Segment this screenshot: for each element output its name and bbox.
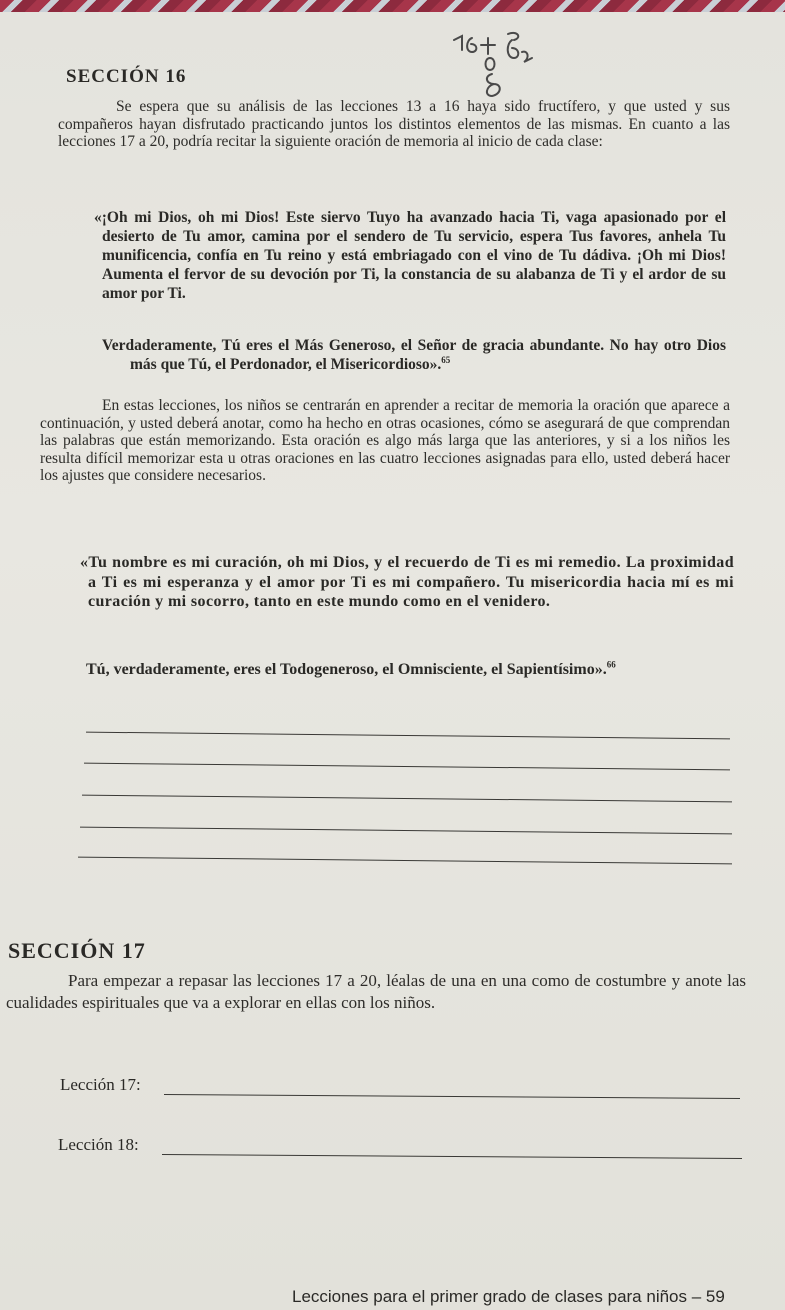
- lesson-18-label: Lección 18:: [58, 1135, 139, 1154]
- page-footer: Lecciones para el primer grado de clases para niños – 59: [292, 1287, 725, 1306]
- footnote-66: 66: [606, 659, 616, 670]
- prayer-1-paragraph-1: «¡Oh mi Dios, oh mi Dios! Este siervo Tuyo ha avanzado hacia Ti, vaga apasionado por el desierto de Tu amor, camina por el sendero de Tu servicio, espera Tus favores, anhela Tu munificencia, confía en Tu reino y está embriagado con el vino de Tu dádiva. ¡Oh mi Dios! Aumenta el fervor de su devoción por Ti, la constancia de su alabanza de Ti y el ardor de su amor por Ti.: [94, 209, 726, 302]
- prayer-2-paragraph-2: [86, 660, 736, 679]
- prayer-2-closing: Tú, verdaderamente, eres el Todogeneroso, el Omnisciente, el Sapientísimo».: [86, 661, 607, 678]
- section-16-heading: SECCIÓN 16: [66, 66, 187, 87]
- section-17-intro: Para empezar a repasar las lecciones 17 a 20, léalas de una en una como de costumbre y anote las cualidades espirituales que va a explorar en ellas con los niños.: [6, 971, 746, 1012]
- prayer-1-paragraph-2: [102, 336, 726, 374]
- lesson-17-label: Lección 17:: [60, 1075, 141, 1094]
- section-16-instructions: En estas lecciones, los niños se centrarán en aprender a recitar de memoria la oración que aparece a continuación, y usted deberá anotar, como ha hecho en otras ocasiones, cómo se asegurará de que comprendan las palabras que están memorizando. Esta oración es algo más larga que las anteriores, y si a los niños les resulta difícil memorizar esta u otras oraciones en las cuatro lecciones asignadas para ello, usted deberá hacer los ajustes que considere necesarios.: [40, 397, 730, 484]
- handwritten-note: [448, 28, 548, 108]
- prayer-1-closing: Verdaderamente, Tú eres el Más Generoso, el Señor de gracia abundante. No hay otro Dios más que Tú, el Perdonador, el Misericordioso».: [102, 337, 726, 373]
- prayer-2-paragraph-1: «Tu nombre es mi curación, oh mi Dios, y el recuerdo de Ti es mi remedio. La proximidad a Ti es mi esperanza y el amor por Ti es mi compañero. Tu misericordia hacia mí es mi curación y mi socorro, tanto en este mundo como en el venidero.: [80, 554, 734, 610]
- section-16-intro: Se espera que su análisis de las lecciones 13 a 16 haya sido fructífero, y que usted y sus compañeros hayan disfrutado practicando juntos los distintos elementos de las mismas. En cuanto a las lecciones 17 a 20, podría recitar la siguiente oración de memoria al inicio de cada clase:: [58, 98, 730, 150]
- section-17-heading: SECCIÓN 17: [8, 938, 146, 963]
- footnote-65: 65: [441, 354, 451, 365]
